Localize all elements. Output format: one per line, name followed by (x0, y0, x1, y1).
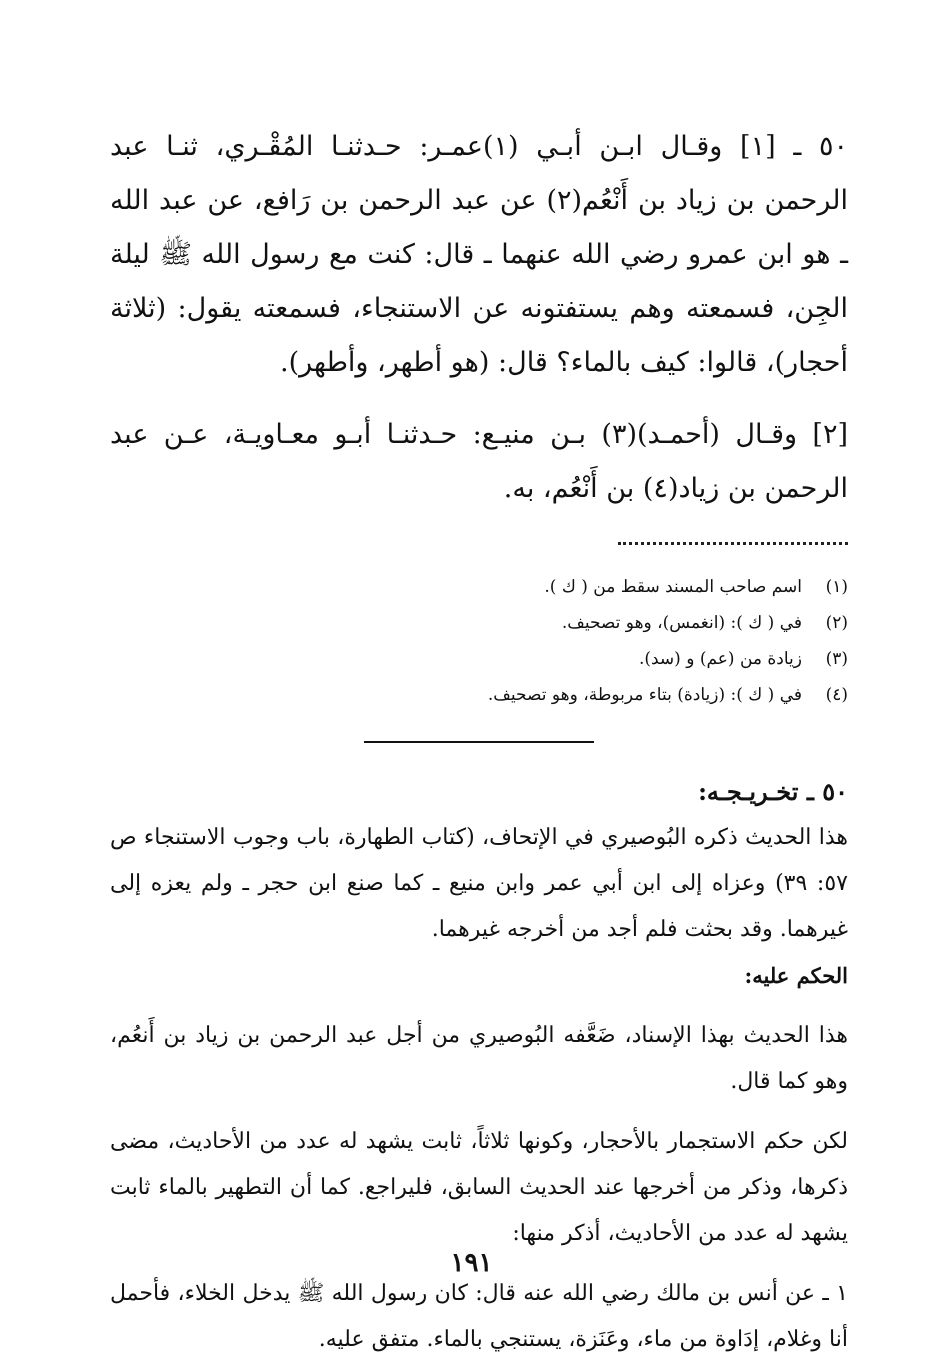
footnote-1 (110, 569, 848, 605)
footnote-number: (٤) (825, 685, 848, 705)
footnote-text: في ( ك ): (زيادة) بتاء مربوطة، وهو تصحيف. (487, 685, 802, 705)
ruling-heading: الحكم عليه: (744, 963, 848, 988)
footnote-number: (٢) (825, 613, 848, 633)
ruling-paragraph-2: لكن حكم الاستجمار بالأحجار، وكونها ثلاثاً، ثابت يشهد له عدد من الأحاديث، مضى ذكرها، وذكر من أخرجها عند الحديث السابق، فليراجع. كما أن التطهير بالماء ثابت يشهد له عدد من الأحاديث، أذكر منها: (110, 1129, 848, 1246)
footnotes (110, 569, 848, 713)
footnote-text: اسم صاحب المسند سقط من ( ك ). (544, 577, 802, 597)
footnote-2 (110, 605, 848, 641)
footnote-4 (110, 677, 848, 713)
hadith-paragraph-1: ٥٠ ـ [١] وقـال ابـن أبـي (١)عمـر: حـدثنـا المُقْـري، ثنـا عبد الرحمن بن زياد بن أَنْعُم(٢) عن عبد الرحمن بن رَافع، عن عبد الله ـ هو ابن عمرو رضي الله عنهما ـ قال: كنت مع رسول الله ﷺ ليلة الجِن، فسمعته وهم يستفتونه عن الاستنجاء، فسمعته يقول: (ثلاثة أحجار)، قالوا: كيف بالماء؟ قال: (هو أطهر، وأطهر). (110, 131, 849, 378)
footnote-number: (١) (825, 577, 848, 597)
main-text (110, 120, 848, 516)
footnote-text: في ( ك ): (انغمس)، وهو تصحيف. (561, 613, 802, 633)
footnote-number: (٣) (825, 649, 848, 669)
section-divider (364, 741, 594, 743)
footnote-text: زيادة من (عم) و (سد). (638, 649, 802, 669)
ruling-paragraph-1: هذا الحديث بهذا الإسناد، ضَعَّفه البُوصيري من أجل عبد الرحمن بن زياد بن أَنعُم، وهو كما قال. (110, 1023, 848, 1094)
page-number: ١٩١ (450, 1248, 493, 1278)
page-body (110, 120, 848, 1363)
footnote-3 (110, 641, 848, 677)
takhrij-paragraph-1: هذا الحديث ذكره البُوصيري في الإتحاف، (كتاب الطهارة، باب وجوب الاستنجاء ص ٥٧: ٣٩) وعزاه إلى ابن أبي عمر وابن منيع ـ كما صنع ابن حجر ـ ولم يعزه إلى غيرهما. وقد بحثت فلم أجد من أخرجه غيرهما. (110, 825, 848, 942)
hadith-paragraph-2: [٢] وقـال (أحمـد)(٣) بـن منيـع: حـدثنـا أبـو معـاويـة، عـن عبد الرحمن بن زياد(٤) بن أَنْعُم، به. (110, 419, 849, 504)
footnote-separator (618, 542, 848, 555)
takhrij-heading: ٥٠ ـ تخـريـجـه: (698, 777, 848, 806)
ruling-paragraph-3: ١ ـ عن أنس بن مالك رضي الله عنه قال: كان رسول الله ﷺ يدخل الخلاء، فأحمل أنا وغلام، إدَاوة من ماء، وعَنَزة، يستنجي بالماء. متفق عليه. (110, 1281, 848, 1352)
